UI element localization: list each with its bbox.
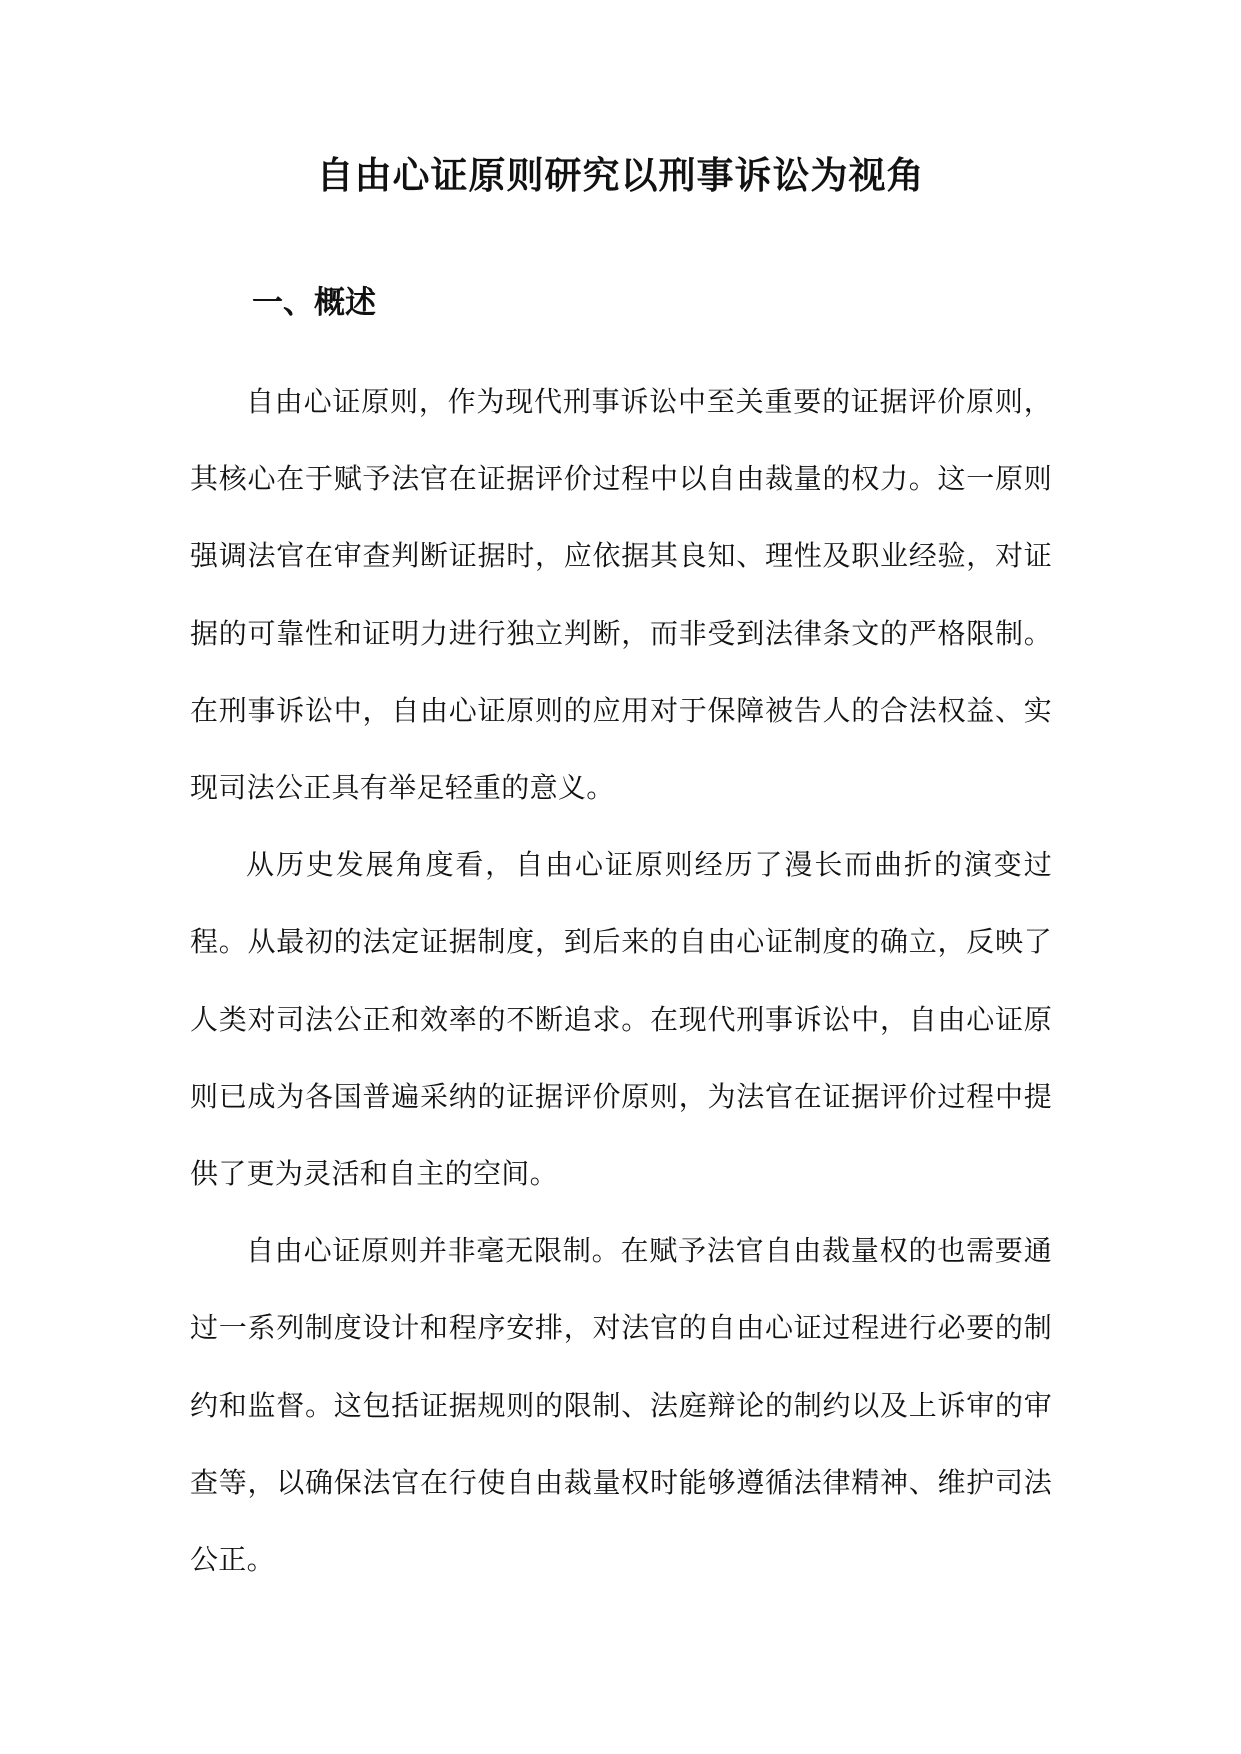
section-heading: 一、概述 (252, 285, 376, 321)
paragraph: 从历史发展角度看，自由心证原则经历了漫长而曲折的演变过程。从最初的法定证据制度，到后来的自由心证制度的确立，反映了人类对司法公正和效率的不断追求。在现代刑事诉讼中，自由心证原则已成为各国普遍采纳的证据评价原则，为法官在证据评价过程中提供了更为灵活和自主的空间。 (190, 848, 1052, 1191)
document-title: 自由心证原则研究以刑事诉讼为视角 (316, 154, 925, 197)
document-body (190, 363, 1052, 1598)
paragraph: 自由心证原则并非毫无限制。在赋予法官自由裁量权的也需要通过一系列制度设计和程序安排，对法官的自由心证过程进行必要的制约和监督。这包括证据规则的限制、法庭辩论的制约以及上诉审的审查等，以确保法官在行使自由裁量权时能够遵循法律精神、维护司法公正。 (190, 1234, 1052, 1577)
paragraph: 自由心证原则，作为现代刑事诉讼中至关重要的证据评价原则，其核心在于赋予法官在证据评价过程中以自由裁量的权力。这一原则强调法官在审查判断证据时，应依据其良知、理性及职业经验，对证据的可靠性和证明力进行独立判断，而非受到法律条文的严格限制。在刑事诉讼中，自由心证原则的应用对于保障被告人的合法权益、实现司法公正具有举足轻重的意义。 (190, 385, 1052, 805)
